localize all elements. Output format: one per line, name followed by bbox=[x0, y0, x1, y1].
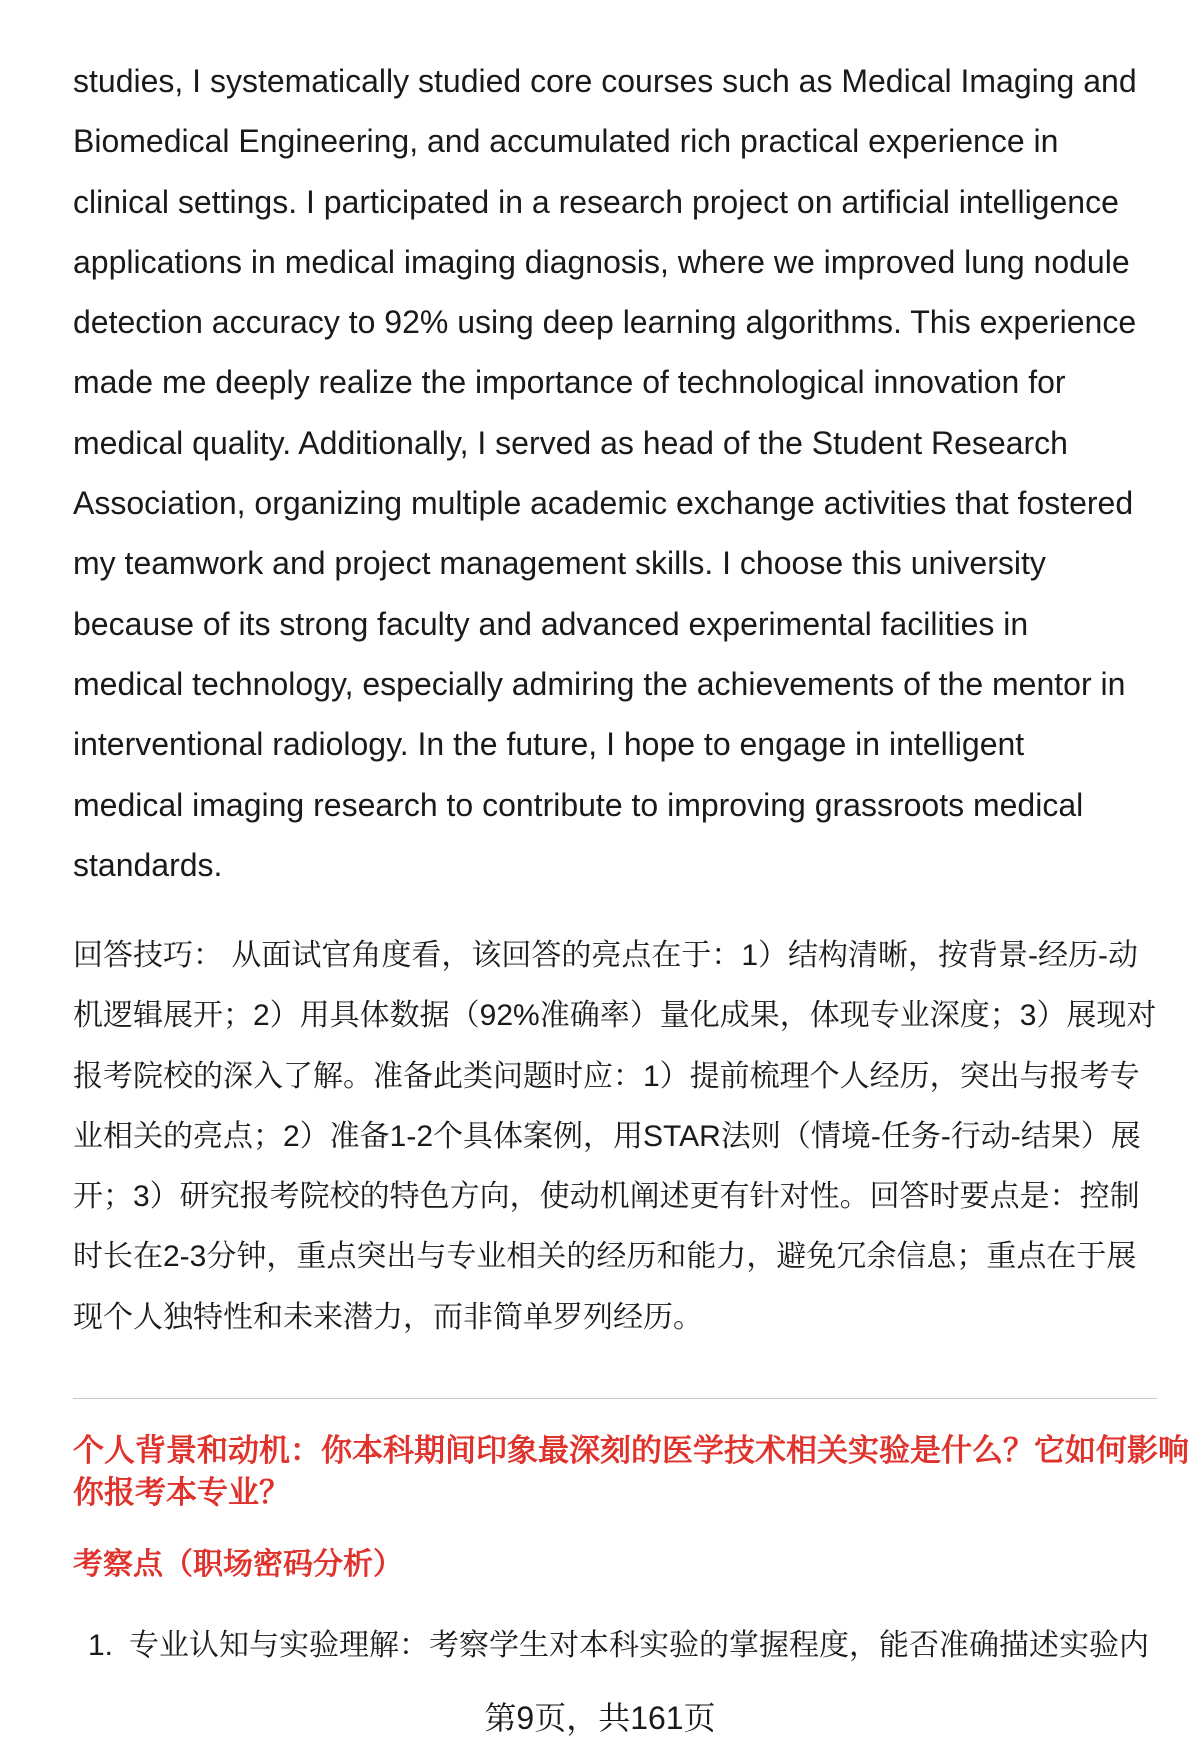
answer-line: my teamwork and project management skills. I choose this university bbox=[73, 545, 1046, 582]
section-divider bbox=[73, 1398, 1157, 1399]
tips-line: 时长在2-3分钟，重点突出与专业相关的经历和能力，避免冗余信息；重点在于展 bbox=[73, 1240, 1137, 1274]
answer-line: interventional radiology. In the future, I hope to engage in intelligent bbox=[73, 726, 1025, 763]
answer-line: made me deeply realize the importance of technological innovation for bbox=[73, 364, 1066, 401]
tips-line: 现个人独特性和未来潜力，而非简单罗列经历。 bbox=[73, 1300, 703, 1334]
answer-tips-paragraph bbox=[73, 926, 1156, 1348]
answer-line: Biomedical Engineering, and accumulated rich practical experience in bbox=[73, 123, 1059, 160]
tips-line: 回答技巧： 从面试官角度看，该回答的亮点在于：1）结构清晰，按背景-经历-动 bbox=[73, 939, 1138, 972]
answer-line: Association, organizing multiple academic exchange activities that fostered bbox=[73, 485, 1134, 522]
answer-line: standards. bbox=[73, 846, 223, 883]
answer-line: medical technology, especially admiring the achievements of the mentor in bbox=[73, 665, 1126, 702]
answer-paragraph bbox=[73, 51, 1137, 895]
list-item-text: 专业认知与实验理解：考察学生对本科实验的掌握程度，能否准确描述实验内 bbox=[129, 1629, 1149, 1662]
answer-line: studies, I systematically studied core courses such as Medical Imaging and bbox=[73, 63, 1137, 99]
tips-line: 开；3）研究报考院校的特色方向，使动机阐述更有针对性。回答时要点是：控制 bbox=[73, 1180, 1140, 1214]
answer-line: applications in medical imaging diagnosis, where we improved lung nodule bbox=[73, 243, 1130, 280]
question-heading bbox=[73, 1430, 1189, 1514]
list-item-number: 1. bbox=[88, 1629, 114, 1662]
tips-line: 报考院校的深入了解。准备此类问题时应：1）提前梳理个人经历，突出与报考专 bbox=[73, 1059, 1140, 1093]
answer-line: clinical settings. I participated in a research project on artificial intelligence bbox=[73, 183, 1119, 220]
question-line: 个人背景和动机：你本科期间印象最深刻的医学技术相关实验是什么？它如何影响 bbox=[73, 1433, 1189, 1468]
answer-line: medical imaging research to contribute to improving grassroots medical bbox=[73, 786, 1084, 823]
tips-line: 业相关的亮点；2）准备1-2个具体案例，用STAR法则（情境-任务-行动-结果）展 bbox=[73, 1119, 1141, 1153]
list-item bbox=[73, 1625, 1163, 1667]
question-line: 你报考本专业？ bbox=[73, 1475, 290, 1510]
assessment-points-heading: 考察点（职场密码分析） bbox=[73, 1548, 403, 1581]
answer-line: because of its strong faculty and advanced experimental facilities in bbox=[73, 605, 1029, 642]
answer-line: medical quality. Additionally, I served as head of the Student Research bbox=[73, 424, 1068, 461]
answer-line: detection accuracy to 92% using deep learning algorithms. This experience bbox=[73, 304, 1137, 341]
tips-line: 机逻辑展开；2）用具体数据（92%准确率）量化成果，体现专业深度；3）展现对 bbox=[73, 999, 1157, 1033]
page-number-footer: 第9页，共161页 bbox=[484, 1700, 716, 1736]
